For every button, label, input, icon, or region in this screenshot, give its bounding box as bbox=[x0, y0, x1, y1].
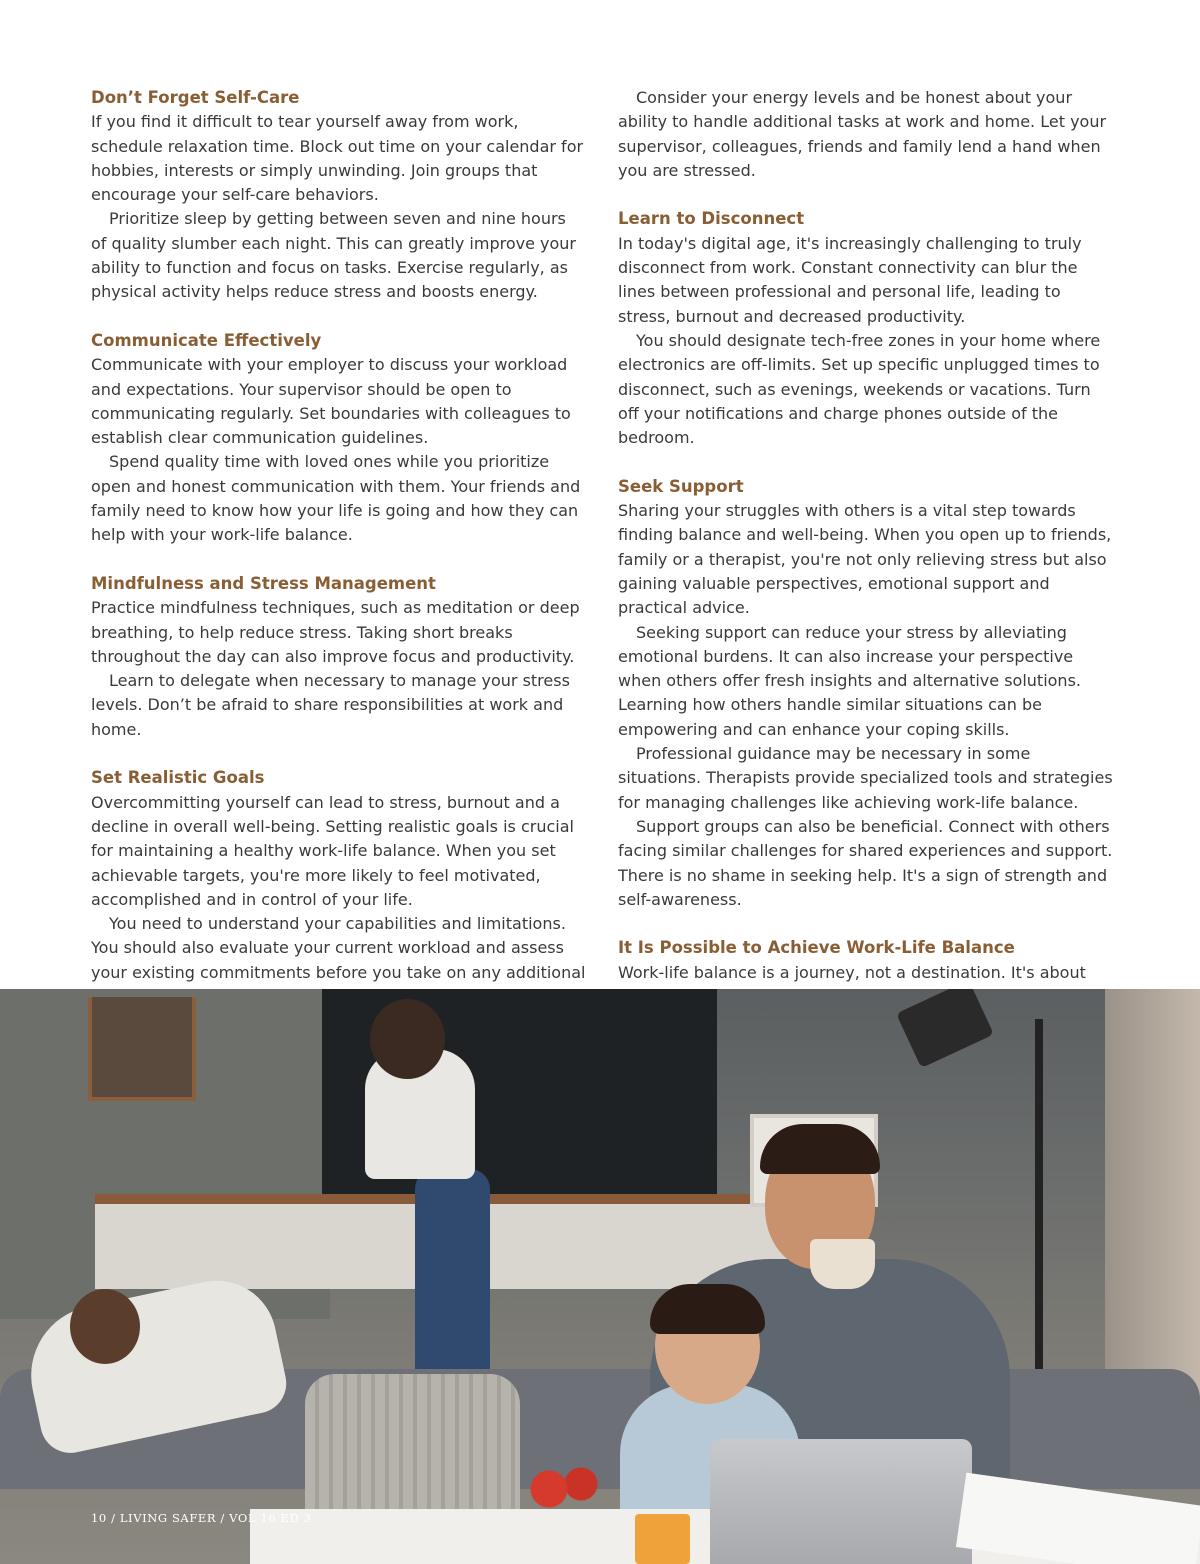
coffee-cup bbox=[810, 1239, 875, 1289]
juice-glass bbox=[635, 1514, 690, 1564]
paragraph: You should designate tech-free zones in your home where electronics are off-limits. Set up specific unplugged times to disconnect, such as evenings, weekends or vacations. Turn off your notifications and charge phones outside of the bedroom. bbox=[618, 330, 1101, 448]
section-goals bbox=[91, 766, 586, 1009]
boy-playing-head bbox=[70, 1289, 140, 1364]
paragraph: Practice mindfulness techniques, such as meditation or deep breathing, to help reduce stress. Taking short breaks throughout the day can also improve focus and productivity. bbox=[91, 598, 580, 666]
section-communicate bbox=[91, 329, 586, 548]
section-self-care bbox=[91, 86, 586, 305]
page-footer: 10 / LIVING SAFER / VOL 16 ED 3 bbox=[91, 1511, 312, 1525]
laptop bbox=[710, 1439, 972, 1564]
paragraph: Support groups can also be beneficial. Connect with others facing similar challenges for shared experiences and support. There is no shame in seeking help. It's a sign of strength and self-awareness. bbox=[618, 816, 1113, 909]
paragraph: Overcommitting yourself can lead to stress, burnout and a decline in overall well-being. Setting realistic goals is crucial for maintaining a healthy work-life balance. When you set achievable targets, you're more likely to feel motivated, accomplished and in control of your life. bbox=[91, 792, 574, 909]
flowers bbox=[525, 1464, 605, 1514]
paragraph: Spend quality time with loved ones while you prioritize open and honest communication with them. Your friends and family need to know how your life is going and how they can help with your work-life balance. bbox=[91, 452, 581, 545]
paragraph: If you find it difficult to tear yourself away from work, schedule relaxation time. Block out time on your calendar for hobbies, interests or simply unwinding. Join groups that encourage your self-care behaviors. bbox=[91, 112, 584, 205]
left-column bbox=[91, 86, 586, 1034]
section-intro bbox=[618, 86, 1113, 183]
paragraph: Learn to delegate when necessary to manage your stress levels. Don’t be afraid to share responsibilities at work and home. bbox=[91, 671, 570, 739]
bookshelf bbox=[88, 997, 196, 1101]
paragraph: Communicate with your employer to discuss your workload and expectations. Your supervisor should be open to communicating regularly. Set boundaries with colleagues to establish clear communication guidelines. bbox=[91, 355, 571, 448]
paragraph: Sharing your struggles with others is a vital step towards finding balance and well-being. When you open up to friends, family or a therapist, you're not only relieving stress but also gaining valuable perspectives, emotional support and practical advice. bbox=[618, 501, 1112, 618]
boy-hair bbox=[650, 1284, 765, 1334]
section-heading: Don’t Forget Self-Care bbox=[91, 88, 300, 107]
paragraph: Consider your energy levels and be honest about your ability to handle additional tasks at work and home. Let your supervisor, colleagues, friends and family lend a hand when you are stressed. bbox=[618, 88, 1107, 180]
paragraph-text: Work-life balance is a journey, not a destination. It's about bbox=[618, 962, 1086, 982]
right-column bbox=[618, 86, 1113, 1107]
paragraph: Seeking support can reduce your stress by alleviating emotional burdens. It can also increase your perspective when others offer fresh insights and alternative solutions. Learning how others handle similar situations can be empowering and can enhance your coping skills. bbox=[618, 622, 1081, 739]
lamp-shade bbox=[896, 989, 994, 1068]
section-support bbox=[618, 475, 1113, 912]
paragraph: In today's digital age, it's increasingly challenging to truly disconnect from work. Constant connectivity can blur the lines between professional and personal life, leading to stress, burnout and decreased productivity. bbox=[618, 233, 1082, 326]
family-photo bbox=[0, 989, 1200, 1564]
section-mindfulness bbox=[91, 572, 586, 742]
paragraph: Professional guidance may be necessary in some situations. Therapists provide specialized tools and strategies for managing challenges like achieving work-life balance. bbox=[618, 744, 1113, 812]
section-disconnect bbox=[618, 207, 1113, 450]
woman-head bbox=[370, 999, 445, 1079]
man-hair bbox=[760, 1124, 880, 1174]
paragraph: Prioritize sleep by getting between seven and nine hours of quality slumber each night. This can greatly improve your ability to function and focus on tasks. Exercise regularly, as physical activity helps reduce stress and boosts energy. bbox=[91, 209, 576, 302]
section-heading: Communicate Effectively bbox=[91, 330, 322, 350]
section-heading: It Is Possible to Achieve Work-Life Balance bbox=[618, 938, 1015, 958]
section-heading: Learn to Disconnect bbox=[618, 209, 805, 229]
paragraph: You need to understand your capabilities and limitations. You should also evaluate your current workload and assess your existing commitments before you take on any additional bbox=[91, 914, 586, 982]
section-heading: Seek Support bbox=[618, 476, 744, 496]
section-heading: Set Realistic Goals bbox=[91, 768, 265, 788]
section-heading: Mindfulness and Stress Management bbox=[91, 573, 436, 593]
